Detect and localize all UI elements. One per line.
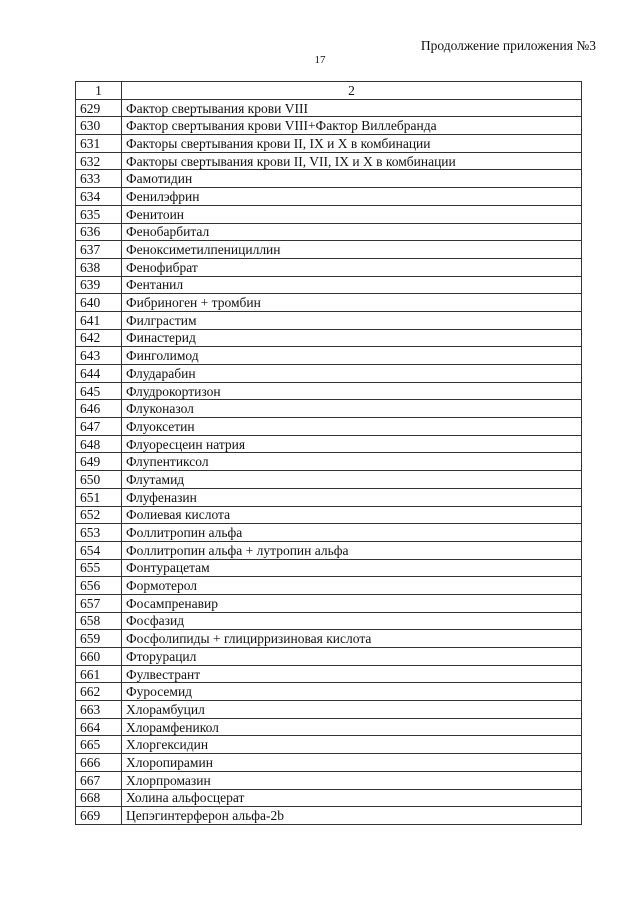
row-number-cell: 663: [76, 701, 122, 719]
drug-name-cell: Флуфеназин: [122, 488, 582, 506]
table-body: [76, 99, 582, 824]
drug-name-cell: Флударабин: [122, 365, 582, 383]
row-number-cell: 639: [76, 276, 122, 294]
row-number-cell: 650: [76, 471, 122, 489]
row-number-cell: 649: [76, 453, 122, 471]
table-row: [76, 294, 582, 312]
drug-name-cell: Фактор свертывания крови VIII+Фактор Виллебранда: [122, 117, 582, 135]
drug-name-cell: Флуоксетин: [122, 418, 582, 436]
table-row: [76, 807, 582, 825]
table-row: [76, 506, 582, 524]
table-row: [76, 329, 582, 347]
drug-name-cell: Фулвестрант: [122, 665, 582, 683]
row-number-cell: 660: [76, 648, 122, 666]
table-row: [76, 276, 582, 294]
row-number-cell: 662: [76, 683, 122, 701]
row-number-cell: 638: [76, 258, 122, 276]
row-number-cell: 651: [76, 488, 122, 506]
row-number-cell: 659: [76, 630, 122, 648]
row-number-cell: 669: [76, 807, 122, 825]
page-header: Продолжение приложения №3: [420, 38, 596, 53]
table-row: [76, 524, 582, 542]
row-number-cell: 656: [76, 577, 122, 595]
drug-name-cell: Формотерол: [122, 577, 582, 595]
drug-name-cell: Фентанил: [122, 276, 582, 294]
row-number-cell: 635: [76, 205, 122, 223]
row-number-cell: 646: [76, 400, 122, 418]
row-number-cell: 655: [76, 559, 122, 577]
table-row: [76, 718, 582, 736]
table-row: [76, 541, 582, 559]
row-number-cell: 629: [76, 99, 122, 117]
row-number-cell: 636: [76, 223, 122, 241]
table-row: [76, 488, 582, 506]
table-row: [76, 648, 582, 666]
row-number-cell: 633: [76, 170, 122, 188]
table-row: [76, 594, 582, 612]
row-number-cell: 631: [76, 135, 122, 153]
drug-name-cell: Флудрокортизон: [122, 382, 582, 400]
drug-name-cell: Фамотидин: [122, 170, 582, 188]
table-row: [76, 559, 582, 577]
row-number-cell: 640: [76, 294, 122, 312]
row-number-cell: 653: [76, 524, 122, 542]
table-row: [76, 382, 582, 400]
table-row: [76, 771, 582, 789]
row-number-cell: 643: [76, 347, 122, 365]
table-row: [76, 418, 582, 436]
table-row: [76, 241, 582, 259]
drug-name-cell: Финастерид: [122, 329, 582, 347]
row-number-cell: 652: [76, 506, 122, 524]
table-row: [76, 701, 582, 719]
drug-name-cell: Хлоропирамин: [122, 754, 582, 772]
drug-name-cell: Финголимод: [122, 347, 582, 365]
page-number: 17: [314, 54, 326, 66]
row-number-cell: 654: [76, 541, 122, 559]
row-number-cell: 637: [76, 241, 122, 259]
drug-name-cell: Фосампренавир: [122, 594, 582, 612]
drug-name-cell: Фенобарбитал: [122, 223, 582, 241]
drug-name-cell: Флуконазол: [122, 400, 582, 418]
table-header-row: [76, 82, 582, 100]
table-row: [76, 630, 582, 648]
drug-name-cell: Цепэгинтерферон альфа-2b: [122, 807, 582, 825]
drug-name-cell: Фактор свертывания крови VIII: [122, 99, 582, 117]
table-row: [76, 400, 582, 418]
drug-name-cell: Фолиевая кислота: [122, 506, 582, 524]
table-row: [76, 258, 582, 276]
drug-name-cell: Хлорамбуцил: [122, 701, 582, 719]
row-number-cell: 661: [76, 665, 122, 683]
drug-name-cell: Факторы свертывания крови II, IX и X в комбинации: [122, 135, 582, 153]
table-row: [76, 152, 582, 170]
table-row: [76, 205, 582, 223]
row-number-cell: 644: [76, 365, 122, 383]
drug-name-cell: Фоллитропин альфа + лутропин альфа: [122, 541, 582, 559]
table-row: [76, 365, 582, 383]
row-number-cell: 630: [76, 117, 122, 135]
table-row: [76, 754, 582, 772]
drug-name-cell: Фосфазид: [122, 612, 582, 630]
table-row: [76, 435, 582, 453]
row-number-cell: 666: [76, 754, 122, 772]
row-number-cell: 634: [76, 188, 122, 206]
drug-name-cell: Хлоргексидин: [122, 736, 582, 754]
row-number-cell: 658: [76, 612, 122, 630]
table-row: [76, 736, 582, 754]
row-number-cell: 667: [76, 771, 122, 789]
drug-name-cell: Фенитоин: [122, 205, 582, 223]
drug-name-cell: Фосфолипиды + глицирризиновая кислота: [122, 630, 582, 648]
drug-name-cell: Фенилэфрин: [122, 188, 582, 206]
drug-name-cell: Холина альфосцерат: [122, 789, 582, 807]
row-number-cell: 645: [76, 382, 122, 400]
row-number-cell: 648: [76, 435, 122, 453]
row-number-cell: 664: [76, 718, 122, 736]
table-row: [76, 577, 582, 595]
drug-name-cell: Фибриноген + тромбин: [122, 294, 582, 312]
column-header-number: 1: [76, 82, 122, 100]
table-row: [76, 117, 582, 135]
column-header-name: 2: [122, 82, 582, 100]
table-row: [76, 311, 582, 329]
drug-name-cell: Филграстим: [122, 311, 582, 329]
row-number-cell: 632: [76, 152, 122, 170]
drug-name-cell: Хлорпромазин: [122, 771, 582, 789]
drug-name-cell: Феноксиметилпенициллин: [122, 241, 582, 259]
table-row: [76, 223, 582, 241]
table-row: [76, 665, 582, 683]
row-number-cell: 647: [76, 418, 122, 436]
drug-name-cell: Фонтурацетам: [122, 559, 582, 577]
row-number-cell: 641: [76, 311, 122, 329]
drug-name-cell: Фуросемид: [122, 683, 582, 701]
drug-name-cell: Флупентиксол: [122, 453, 582, 471]
drug-name-cell: Факторы свертывания крови II, VII, IX и X в комбинации: [122, 152, 582, 170]
drug-name-cell: Фенофибрат: [122, 258, 582, 276]
table-row: [76, 170, 582, 188]
drug-name-cell: Фоллитропин альфа: [122, 524, 582, 542]
table-row: [76, 135, 582, 153]
drug-name-cell: Флутамид: [122, 471, 582, 489]
table-row: [76, 99, 582, 117]
drug-name-cell: Хлорамфеникол: [122, 718, 582, 736]
drug-table: [75, 81, 582, 825]
drug-name-cell: Фторурацил: [122, 648, 582, 666]
row-number-cell: 665: [76, 736, 122, 754]
table-row: [76, 188, 582, 206]
table-row: [76, 683, 582, 701]
table-row: [76, 471, 582, 489]
table-row: [76, 453, 582, 471]
drug-name-cell: Флуоресцеин натрия: [122, 435, 582, 453]
row-number-cell: 668: [76, 789, 122, 807]
table-row: [76, 789, 582, 807]
row-number-cell: 642: [76, 329, 122, 347]
table-row: [76, 347, 582, 365]
table-row: [76, 612, 582, 630]
row-number-cell: 657: [76, 594, 122, 612]
